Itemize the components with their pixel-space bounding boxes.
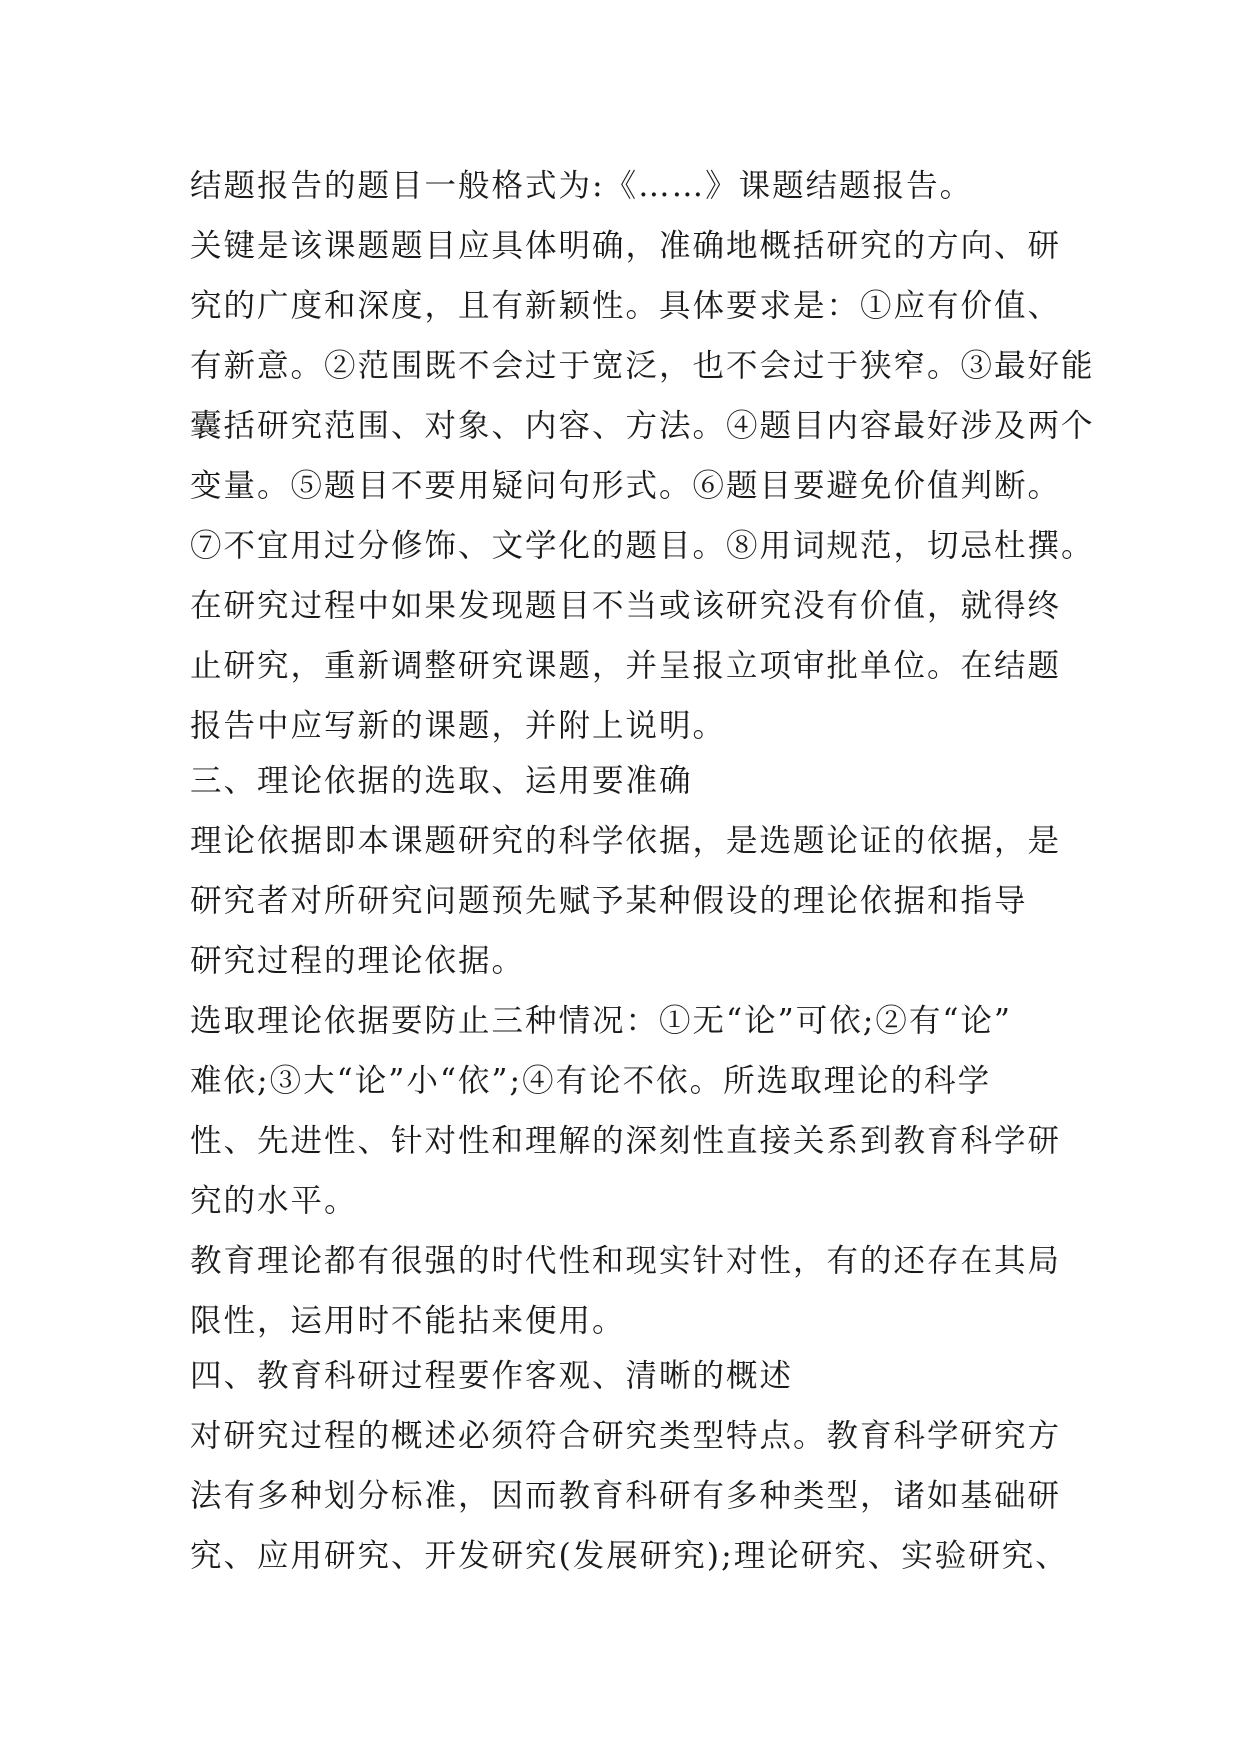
text-line-20: 限性，运用时不能拈来便用。 bbox=[190, 1303, 626, 1339]
section-heading-3: 三、理论依据的选取、运用要准确 bbox=[190, 763, 693, 799]
text-line-24: 究、应用研究、开发研究(发展研究);理论研究、实验研究、 bbox=[190, 1538, 1069, 1574]
text-line-8: 在研究过程中如果发现题目不当或该研究没有价值，就得终 bbox=[190, 588, 1062, 624]
text-line-15: 选取理论依据要防止三种情况：①无“论”可依;②有“论” bbox=[190, 1003, 1013, 1039]
text-line-6: 变量。⑤题目不要用疑问句形式。⑥题目要避免价值判断。 bbox=[190, 468, 1062, 504]
text-line-17: 性、先进性、针对性和理解的深刻性直接关系到教育科学研 bbox=[190, 1123, 1062, 1159]
text-line-16: 难依;③大“论”小“依”;④有论不依。所选取理论的科学 bbox=[190, 1063, 992, 1099]
text-line-10: 报告中应写新的课题，并附上说明。 bbox=[190, 708, 727, 744]
text-line-7: ⑦不宜用过分修饰、文学化的题目。⑧用词规范，切忌杜撰。 bbox=[190, 528, 1095, 564]
text-line-2: 关键是该课题题目应具体明确，准确地概括研究的方向、研 bbox=[190, 228, 1062, 264]
text-line-14: 研究过程的理论依据。 bbox=[190, 943, 526, 979]
text-line-3: 究的广度和深度，且有新颖性。具体要求是：①应有价值、 bbox=[190, 288, 1062, 324]
text-line-4: 有新意。②范围既不会过于宽泛，也不会过于狭窄。③最好能 bbox=[190, 348, 1095, 384]
text-line-13: 研究者对所研究问题预先赋予某种假设的理论依据和指导 bbox=[190, 883, 1028, 919]
section-heading-4: 四、教育科研过程要作客观、清晰的概述 bbox=[190, 1358, 794, 1394]
text-line-19: 教育理论都有很强的时代性和现实针对性，有的还存在其局 bbox=[190, 1243, 1062, 1279]
text-line-5: 囊括研究范围、对象、内容、方法。④题目内容最好涉及两个 bbox=[190, 408, 1095, 444]
text-line-18: 究的水平。 bbox=[190, 1183, 358, 1219]
text-line-12: 理论依据即本课题研究的科学依据，是选题论证的依据，是 bbox=[190, 823, 1062, 859]
text-line-1: 结题报告的题目一般格式为:《……》课题结题报告。 bbox=[190, 168, 974, 204]
text-line-9: 止研究，重新调整研究课题，并呈报立项审批单位。在结题 bbox=[190, 648, 1062, 684]
text-line-22: 对研究过程的概述必须符合研究类型特点。教育科学研究方 bbox=[190, 1418, 1062, 1454]
text-line-23: 法有多种划分标准，因而教育科研有多种类型，诸如基础研 bbox=[190, 1478, 1062, 1514]
